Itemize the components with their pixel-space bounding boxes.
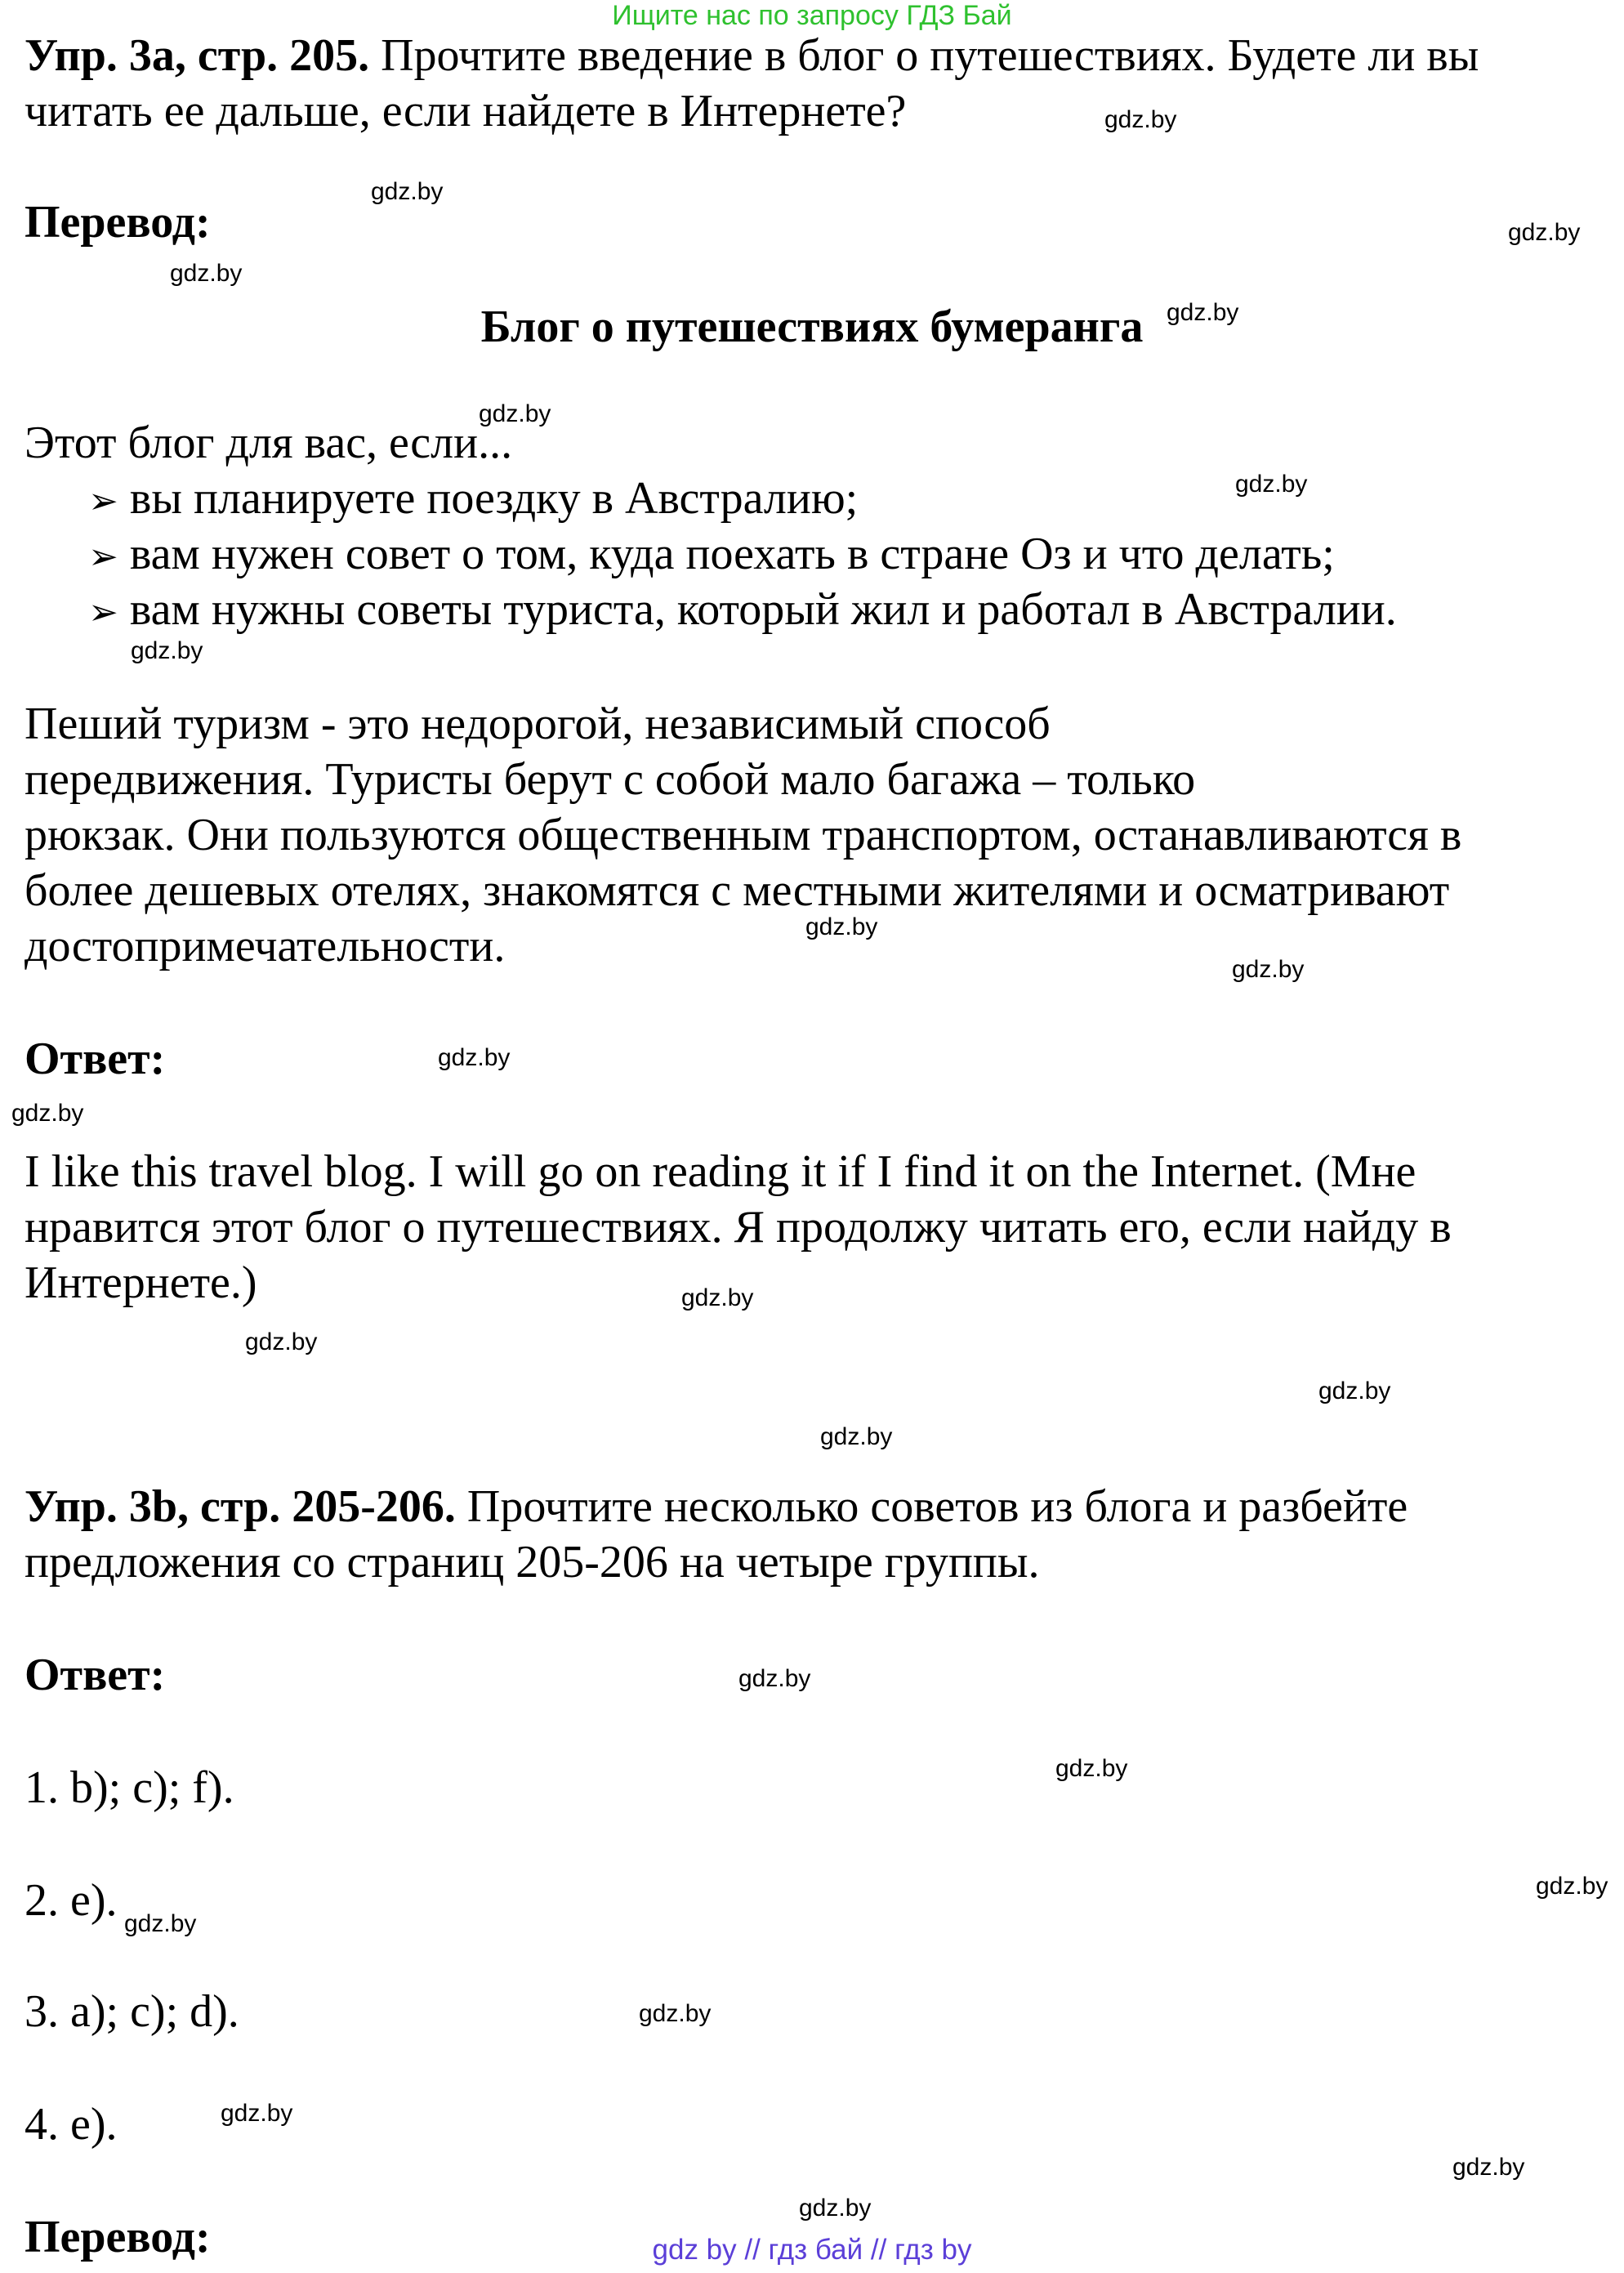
answer-3b-item: 3. a); c); d). — [25, 1986, 239, 2037]
answer-3b-item: 1. b); c); f). — [25, 1762, 234, 1813]
exercise-3a-task-line1: Упр. 3а, стр. 205. Прочтите введение в блог о путешествиях. Будете ли вы — [25, 30, 1479, 81]
exercise-3b-task-line1: Упр. 3b, стр. 205-206. Прочтите несколько советов из блога и разбейте — [25, 1481, 1408, 1532]
watermark: gdz.by — [479, 400, 551, 427]
answer-heading-1: Ответ: — [25, 1034, 166, 1084]
watermark: gdz.by — [805, 913, 878, 940]
answer-3a-line: нравится этот блог о путешествиях. Я продолжу читать его, если найду в — [25, 1202, 1452, 1253]
paragraph-line: более дешевых отелях, знакомятся с местными жителями и осматривают — [25, 865, 1450, 916]
watermark: gdz.by — [438, 1044, 511, 1071]
answer-heading-2: Ответ: — [25, 1650, 166, 1700]
arrow-bullet-icon: ➢ — [88, 536, 118, 578]
answer-3a-line: I like this travel blog. I will go on reading it if I find it on the Internet. (Мне — [25, 1146, 1417, 1197]
watermark: gdz.by — [1104, 106, 1177, 133]
watermark: gdz.by — [1235, 471, 1308, 498]
bullet-item: ➢ вы планируете поездку в Австралию; — [88, 473, 859, 524]
answer-3a-line: Интернете.) — [25, 1257, 257, 1308]
watermark: gdz.by — [1318, 1378, 1391, 1404]
top-banner-link[interactable]: Ищите нас по запросу ГДЗ Бай — [612, 0, 1012, 31]
bullet-item: ➢ вам нужны советы туриста, который жил и работал в Австралии. — [88, 584, 1397, 635]
watermark: gdz.by — [738, 1665, 811, 1692]
exercise-3b-task-line2: предложения со страниц 205-206 на четыре группы. — [25, 1537, 1040, 1588]
watermark: gdz.by — [1167, 299, 1239, 326]
exercise-3a-task-line2: читать ее дальше, если найдете в Интернете? — [25, 86, 907, 136]
watermark: gdz.by — [131, 637, 203, 664]
exercise-3a-label: Упр. 3а, стр. 205. — [25, 30, 370, 81]
blog-title: Блог о путешествиях бумеранга — [480, 301, 1144, 352]
watermark: gdz.by — [170, 260, 243, 287]
watermark: gdz.by — [221, 2100, 293, 2127]
watermark: gdz.by — [820, 1423, 893, 1450]
footer-links[interactable]: gdz by // гдз бай // гдз by — [652, 2234, 972, 2266]
answer-3b-item: 2. e). — [25, 1875, 118, 1926]
watermark: gdz.by — [681, 1284, 754, 1311]
watermark: gdz.by — [639, 2000, 712, 2027]
watermark: gdz.by — [1508, 219, 1581, 246]
bullet-item: ➢ вам нужен совет о том, куда поехать в стране Оз и что делать; — [88, 529, 1335, 579]
arrow-bullet-icon: ➢ — [88, 592, 118, 633]
watermark: gdz.by — [11, 1100, 84, 1127]
watermark: gdz.by — [124, 1910, 197, 1937]
paragraph-line: рюкзак. Они пользуются общественным транспортом, останавливаются в — [25, 810, 1462, 860]
watermark: gdz.by — [1232, 956, 1305, 983]
translation-heading-1: Перевод: — [25, 197, 211, 248]
watermark: gdz.by — [799, 2195, 872, 2222]
paragraph-line: Пеший туризм - это недорогой, независимый способ — [25, 699, 1051, 749]
translation-heading-2: Перевод: — [25, 2212, 211, 2262]
answer-3b-item: 4. e). — [25, 2099, 118, 2150]
arrow-bullet-icon: ➢ — [88, 480, 118, 522]
watermark: gdz.by — [1452, 2154, 1525, 2181]
watermark: gdz.by — [1536, 1873, 1608, 1900]
watermark: gdz.by — [371, 178, 444, 205]
paragraph-line: передвижения. Туристы берут с собой мало багажа – только — [25, 754, 1196, 805]
watermark: gdz.by — [1055, 1755, 1128, 1782]
watermark: gdz.by — [245, 1329, 318, 1355]
paragraph-line: достопримечательности. — [25, 921, 506, 971]
blog-intro: Этот блог для вас, если... — [25, 418, 513, 468]
exercise-3b-label: Упр. 3b, стр. 205-206. — [25, 1481, 456, 1532]
